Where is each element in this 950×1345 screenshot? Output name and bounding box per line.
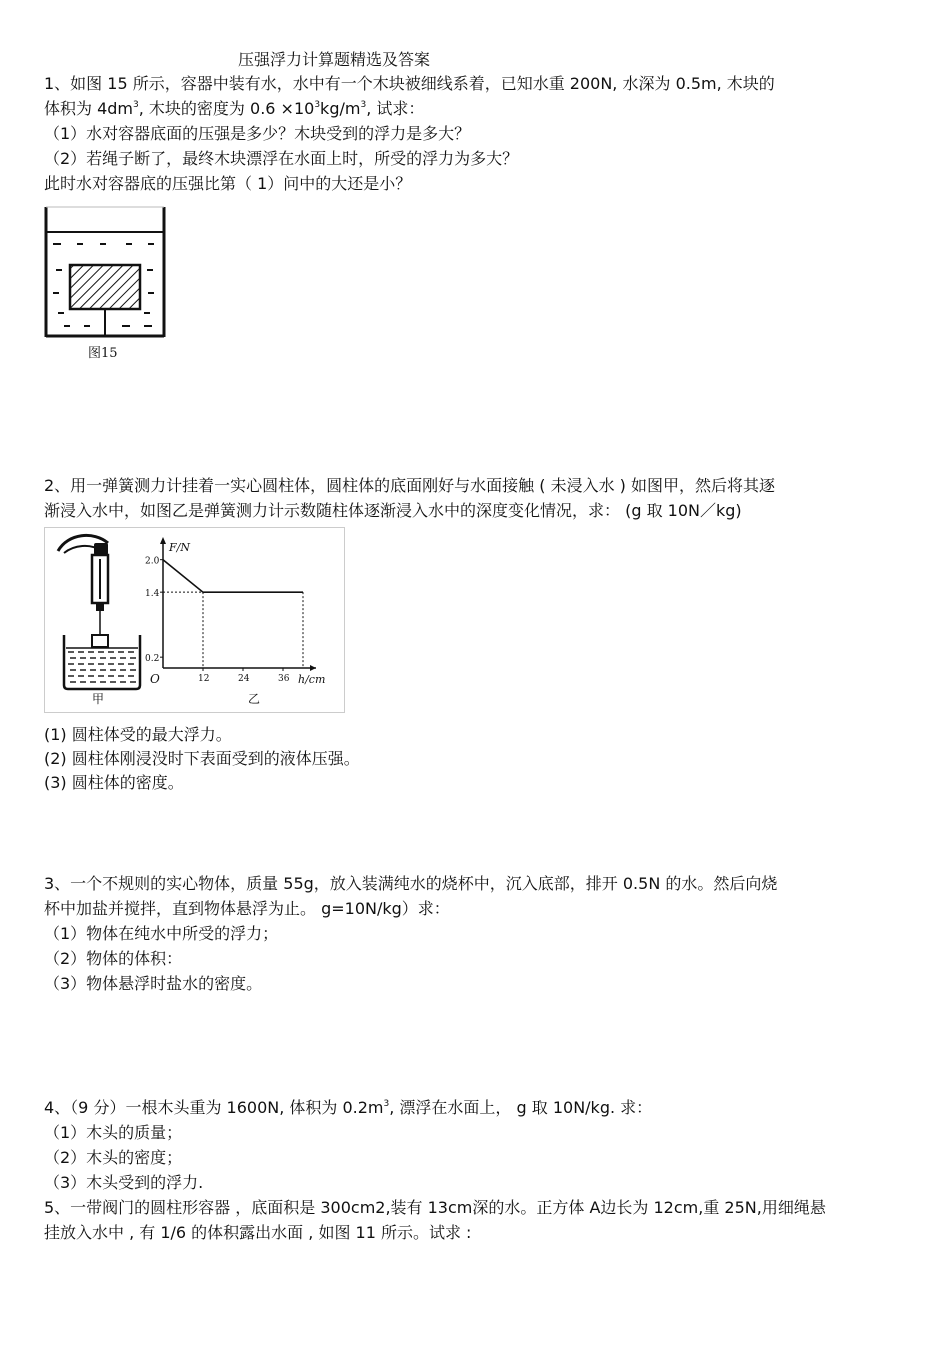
chart-f-h [145,537,325,686]
figure-15 [44,205,168,365]
q2-line1: 2、用一弹簧测力计挂着一实心圆柱体，圆柱体的底面刚好与水面接触 ( 未浸入水 ) 如图甲，然后将其逐 [44,476,776,495]
q1-sup-3: 3 [360,100,367,110]
q3-sub3: （3）物体悬浮时盐水的密度。 [44,974,263,993]
q3-line1: 3、一个不规则的实心物体，质量 55g，放入装满纯水的烧杯中，沉入底部，排开 0.5N 的水。然后向烧 [44,874,778,893]
q4-sup: 3 [383,1099,390,1109]
q1-line2-d: , 试求： [366,99,425,118]
q2-sub3: (3) 圆柱体的密度。 [44,773,184,792]
q4-sub3: （3）木头受到的浮力. [44,1173,204,1192]
q5-line1: 5、一带阀门的圆柱形容器 ，底面积是 300cm2,装有 13cm深的水。正方体 A边长为 12cm,重 25N,用细绳悬 [44,1198,826,1217]
q4-line1-b: , 漂浮在水面上， g 取 10N/kg. 求： [389,1098,653,1117]
q3-line2: 杯中加盐并搅拌，直到物体悬浮为止。 g=10N/kg）求： [44,899,450,918]
q2-sub2: (2) 圆柱体刚浸没时下表面受到的液体压强。 [44,749,360,768]
q4-line1 [44,1098,652,1118]
q1-sup-2: 3 [314,100,321,110]
q1-sub1: （1）水对容器底面的压强是多少？木块受到的浮力是多大？ [44,124,471,143]
q1-line2-b: , 木块的密度为 0.6 ×10 [138,99,315,118]
label-yi: 乙 [248,692,261,706]
q5-line2: 挂放入水中 , 有 1/6 的体积露出水面 , 如图 11 所示。试求 : [44,1223,472,1242]
x-tick-label: 24 [238,674,250,684]
origin-label: O [150,672,160,686]
y-tick-label: 0.2 [145,654,160,665]
x-tick-label: 12 [198,674,210,684]
q1-sub2: （2）若绳子断了，最终木块漂浮在水面上时，所受的浮力为多大？ [44,149,519,168]
figure-15-label: 图15 [88,346,118,361]
q1-line2 [44,99,424,119]
page-title: 压强浮力计算题精选及答案 [238,50,431,69]
figure-2 [44,527,346,713]
q3-sub2: （2）物体的体积： [44,949,183,968]
q2-sub1: (1) 圆柱体受的最大浮力。 [44,725,232,744]
spring-scale-apparatus [58,535,140,706]
series-line [163,560,303,593]
y-tick-label: 1.4 [145,589,160,600]
q4-sub1: （1）木头的质量； [44,1123,183,1142]
q1-sub3: 此时水对容器底的压强比第（ 1）问中的大还是小？ [44,174,412,193]
x-axis-label: h/cm [298,673,326,686]
q2-line2: 渐浸入水中，如图乙是弹簧测力计示数随柱体逐渐浸入水中的深度变化情况，求： (g 取 10N／kg) [44,501,742,520]
cylinder-icon [92,635,108,647]
q1-line1: 1、如图 15 所示，容器中装有水，水中有一个木块被细线系着，已知水重 200N, 水深为 0.5m, 木块的 [44,74,775,93]
x-tick-label: 36 [278,674,290,684]
y-axis-arrow [160,537,166,544]
label-jia: 甲 [92,692,105,706]
q1-line2-a: 体积为 4dm [44,99,134,118]
wood-block [70,265,140,309]
y-axis-label: F/N [169,541,190,554]
q4-line1-a: 4、（9 分）一根木头重为 1600N, 体积为 0.2m [44,1098,384,1117]
q4-sub2: （2）木头的密度； [44,1148,183,1167]
y-tick-label: 2.0 [145,556,160,567]
y-ticks [145,557,163,665]
x-ticks [198,668,290,684]
x-axis-arrow [310,665,316,671]
q1-sup-1: 3 [133,100,139,110]
q3-sub1: （1）物体在纯水中所受的浮力； [44,924,279,943]
q1-line2-c: kg/m [320,99,361,118]
